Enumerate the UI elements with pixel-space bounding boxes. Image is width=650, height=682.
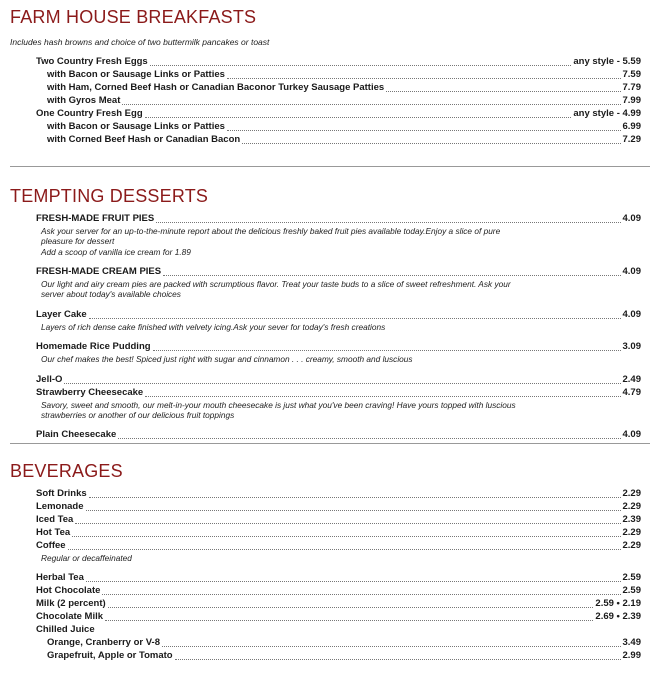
menu-item [36,428,641,441]
item-price: 7.59 [622,69,641,80]
item-price: 2.29 [622,540,641,551]
item-name: FRESH-MADE FRUIT PIES [36,213,155,224]
item-name: Iced Tea [36,514,74,525]
item-name: Chocolate Milk [36,611,104,622]
item-name: Strawberry Cheesecake [36,387,144,398]
item-name: with Corned Beef Hash or Canadian Bacon [47,134,241,145]
item-description: Our chef makes the best! Spiced just right with sugar and cinnamon . . . creamy, smooth and luscious [41,354,413,364]
menu-item [36,373,641,386]
item-price: 4.09 [622,429,641,440]
item-price: 4.09 [622,309,641,320]
item-price: 2.59 [622,585,641,596]
menu-item [47,636,641,649]
item-price: 2.29 [622,488,641,499]
item-name: Hot Chocolate [36,585,101,596]
section-divider [10,443,650,444]
item-name: Coffee [36,540,66,551]
item-price: 2.99 [622,650,641,661]
menu-item [36,513,641,526]
item-price: 2.69 • 2.39 [595,611,641,622]
menu-item [47,133,641,146]
menu-item [36,526,641,539]
item-price: 2.39 [622,514,641,525]
item-name: Plain Cheesecake [36,429,117,440]
item-price: 3.49 [622,637,641,648]
item-name: Hot Tea [36,527,71,538]
item-name: Grapefruit, Apple or Tomato [47,650,173,661]
menu-category [36,623,641,636]
item-name: Chilled Juice [36,624,95,635]
item-name: Milk (2 percent) [36,598,106,609]
item-price: 2.49 [622,374,641,385]
item-description: Savory, sweet and smooth, our melt-in-your mouth cheesecake is just what you've been craving! Have yours topped with luscious strawberries or another of our delicious fruit toppings [41,400,516,421]
item-name: with Ham, Corned Beef Hash or Canadian Baconor Turkey Sausage Patties [47,82,385,93]
menu-item [36,340,641,353]
item-price: 6.99 [622,121,641,132]
item-description: Layers of rich dense cake finished with velvety icing.Ask your sever for today's fresh creations [41,322,386,332]
item-name: Soft Drinks [36,488,87,499]
menu-item [36,212,641,225]
item-name: One Country Fresh Egg [36,108,143,119]
menu-item [36,107,641,120]
menu-item [36,55,641,68]
breakfasts-title: FARM HOUSE BREAKFASTS [10,7,257,27]
item-name: with Bacon or Sausage Links or Patties [47,121,225,132]
item-price: 2.59 • 2.19 [595,598,641,609]
item-name: with Gyros Meat [47,95,121,106]
menu-item [47,94,641,107]
menu-item [47,649,641,662]
item-description: Ask your server for an up-to-the-minute report about the delicious freshly baked fruit pies available today.Enjoy a slice of pure pleasure for dessert Add a scoop of vanilla ice cream for 1.89 [41,226,501,257]
menu-item [36,597,641,610]
item-name: with Bacon or Sausage Links or Patties [47,69,225,80]
item-price: 2.59 [622,572,641,583]
menu-item [36,539,641,552]
item-name: Layer Cake [36,309,87,320]
beverages-title: BEVERAGES [10,461,123,481]
item-description: Our light and airy cream pies are packed with scrumptious flavor. Treat your taste buds to a slice of sweet refreshment. Ask your server about today's available choices [41,279,511,300]
menu-item [36,487,641,500]
item-price: 7.99 [622,95,641,106]
desserts-title: TEMPTING DESSERTS [10,186,209,206]
menu-item [36,308,641,321]
menu-item [36,571,641,584]
item-price: any style - 5.59 [573,56,641,67]
item-name: Homemade Rice Pudding [36,341,151,352]
item-name: Orange, Cranberry or V-8 [47,637,160,648]
menu-item [36,584,641,597]
item-price: any style - 4.99 [573,108,641,119]
item-price: 4.09 [622,266,641,277]
item-price: 4.79 [622,387,641,398]
item-name: Lemonade [36,501,84,512]
item-price: 7.79 [622,82,641,93]
item-price: 7.29 [622,134,641,145]
menu-item [47,120,641,133]
item-price: 2.29 [622,501,641,512]
section-divider [10,166,650,167]
menu-item [36,500,641,513]
menu-item [36,265,641,278]
item-price: 2.29 [622,527,641,538]
item-name: Jell-O [36,374,63,385]
item-name: FRESH-MADE CREAM PIES [36,266,162,277]
menu-item [36,610,641,623]
item-name: Two Country Fresh Eggs [36,56,148,67]
item-price: 3.09 [622,341,641,352]
item-name: Herbal Tea [36,572,84,583]
item-price: 4.09 [622,213,641,224]
menu-item [36,386,641,399]
menu-item [47,68,641,81]
menu-item [47,81,641,94]
item-description: Regular or decaffeinated [41,553,132,563]
breakfasts-note: Includes hash browns and choice of two buttermilk pancakes or toast [10,37,270,47]
